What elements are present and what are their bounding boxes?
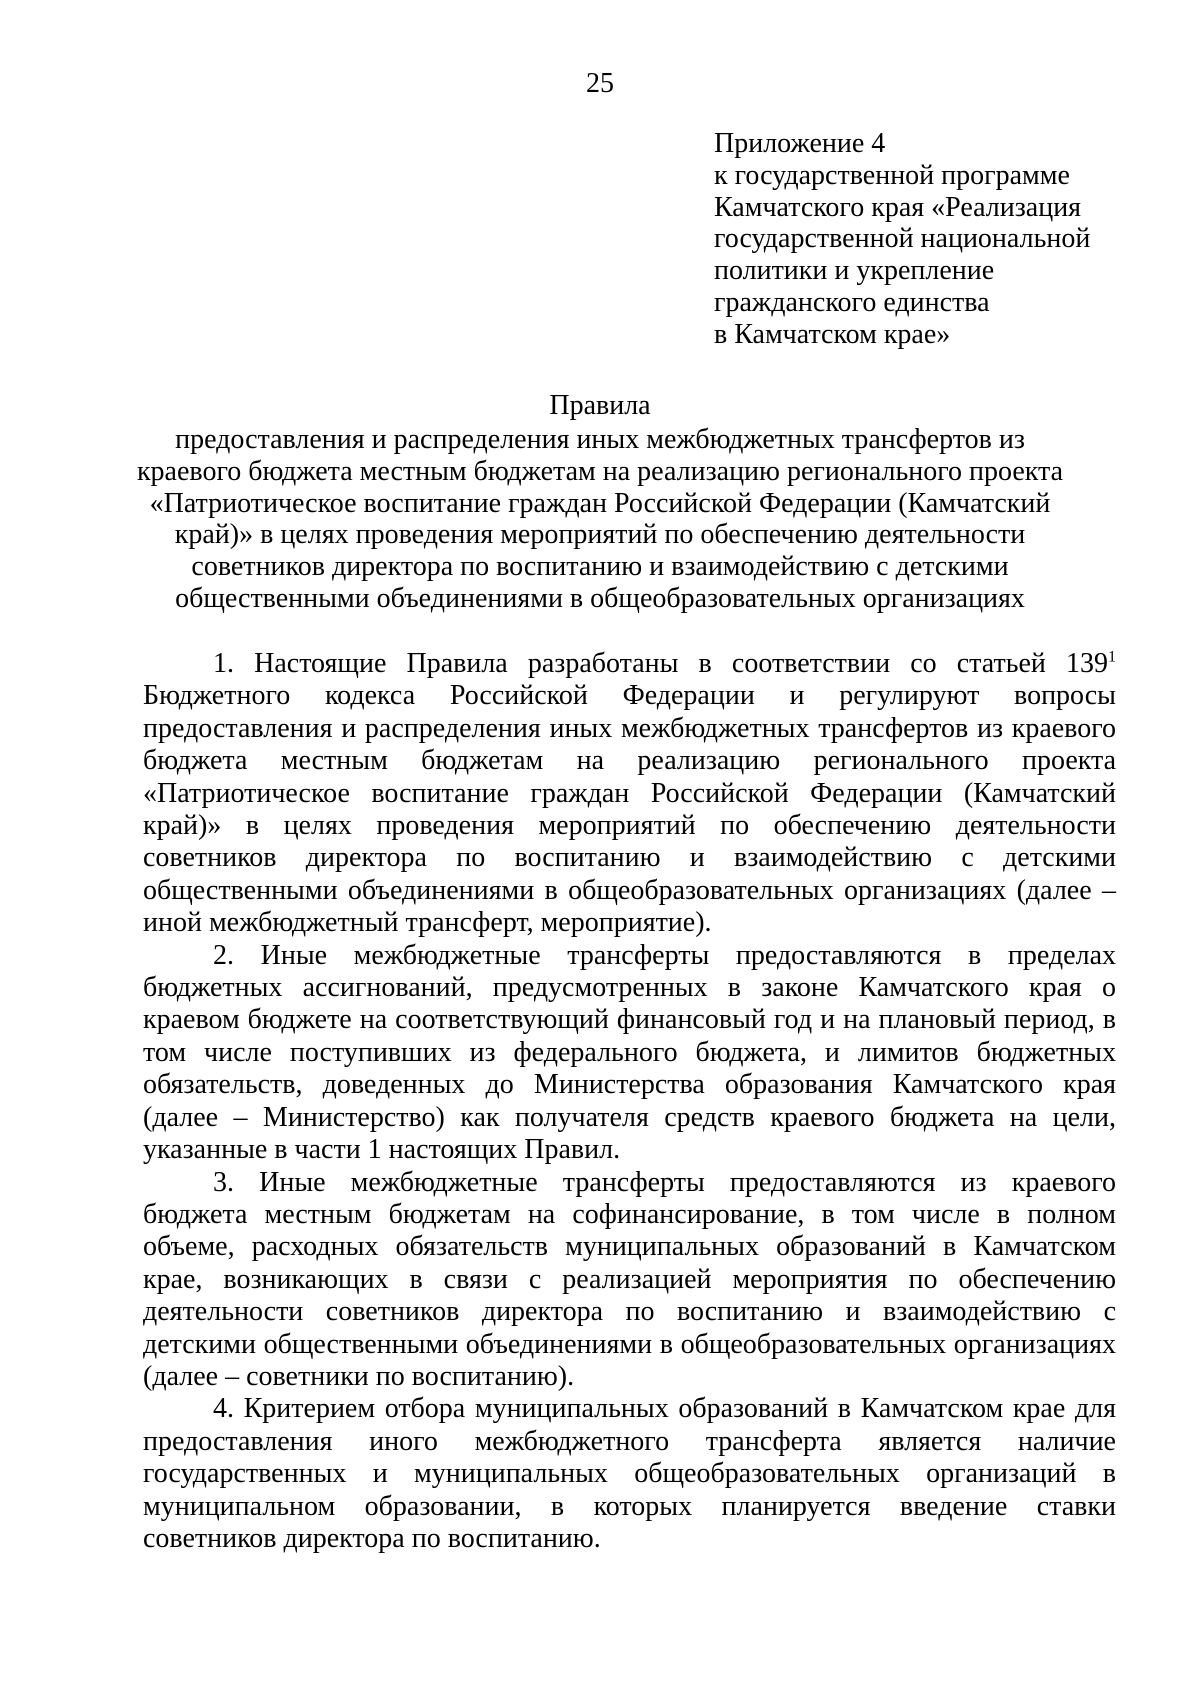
appendix-line: Камчатского края «Реализация: [714, 191, 1082, 223]
paragraph-1-start: 1. Настоящие Правила разработаны в соответствии со статьей 139: [213, 648, 1108, 679]
subtitle-line: предоставления и распределения иных межбюджетных трансфертов из: [175, 424, 1025, 455]
paragraph-2: 2. Иные межбюджетные трансферты предоставляются в пределах бюджетных ассигнований, предусмотренных в законе Камчатского края о краевом бюджете на соответствующий финансовый год и на плановый период, в том числе поступивших из федерального бюджета, и лимитов бюджетных обязательств, доведенных до Министерства образования Камчатского края (далее – Министерство) как получателя средств краевого бюджета на цели, указанные в части 1 настоящих Правил.: [143, 939, 1116, 1166]
paragraph-1: [143, 648, 1116, 940]
paragraph-4: 4. Критерием отбора муниципальных образований в Камчатском крае для предоставления иного межбюджетного трансферта является наличие государственных и муниципальных общеобразовательных организаций в муниципальном образовании, в которых планируется введение ставки советников директора по воспитанию.: [143, 1393, 1116, 1554]
appendix-block: [714, 128, 1174, 351]
appendix-line: в Камчатском крае»: [714, 318, 951, 350]
paragraph-1-rest: Бюджетного кодекса Российской Федерации и регулируют вопросы предоставления и распределения иных межбюджетных трансфертов из краевого бюджета местным бюджетам на реализацию регионального проекта «Патриотическое воспитание граждан Российской Федерации (Камчатский край)» в целях проведения мероприятий по обеспечению деятельности советников директора по воспитанию и взаимодействию с детскими общественными объединениями в общеобразовательных организациях (далее – иной межбюджетный трансферт, мероприятие).: [143, 680, 1116, 939]
page-number: 25: [586, 68, 614, 99]
appendix-line: политики и укрепление: [714, 255, 995, 287]
subtitle-line: «Патриотическое воспитание граждан Российской Федерации (Камчатский: [149, 487, 1051, 519]
document-body: [143, 648, 1116, 1555]
subtitle-line: краевого бюджета местным бюджетам на реализацию регионального проекта: [136, 455, 1064, 487]
appendix-line: Приложение 4: [714, 128, 886, 159]
subtitle-line: общественными объединениями в общеобразовательных организациях: [175, 582, 1025, 614]
article-superscript: 1: [1108, 648, 1116, 666]
appendix-line: к государственной программе: [714, 159, 1070, 191]
document-title: Правила: [549, 390, 651, 421]
subtitle-line: советников директора по воспитанию и взаимодействию с детскими: [191, 551, 1009, 583]
document-subtitle: [0, 424, 1200, 615]
appendix-line: гражданского единства: [714, 286, 990, 318]
subtitle-line: край)» в целях проведения мероприятий по обеспечению деятельности: [174, 519, 1026, 551]
paragraph-3: 3. Иные межбюджетные трансферты предоставляются из краевого бюджета местным бюджетам на софинансирование, в том числе в полном объеме, расходных обязательств муниципальных образований в Камчатском крае, возникающих в связи с реализацией мероприятия по обеспечению деятельности советников директора по воспитанию и взаимодействию с детскими общественными объединениями в общеобразовательных организациях (далее – советники по воспитанию).: [143, 1166, 1116, 1392]
appendix-line: государственной национальной: [714, 223, 1091, 255]
